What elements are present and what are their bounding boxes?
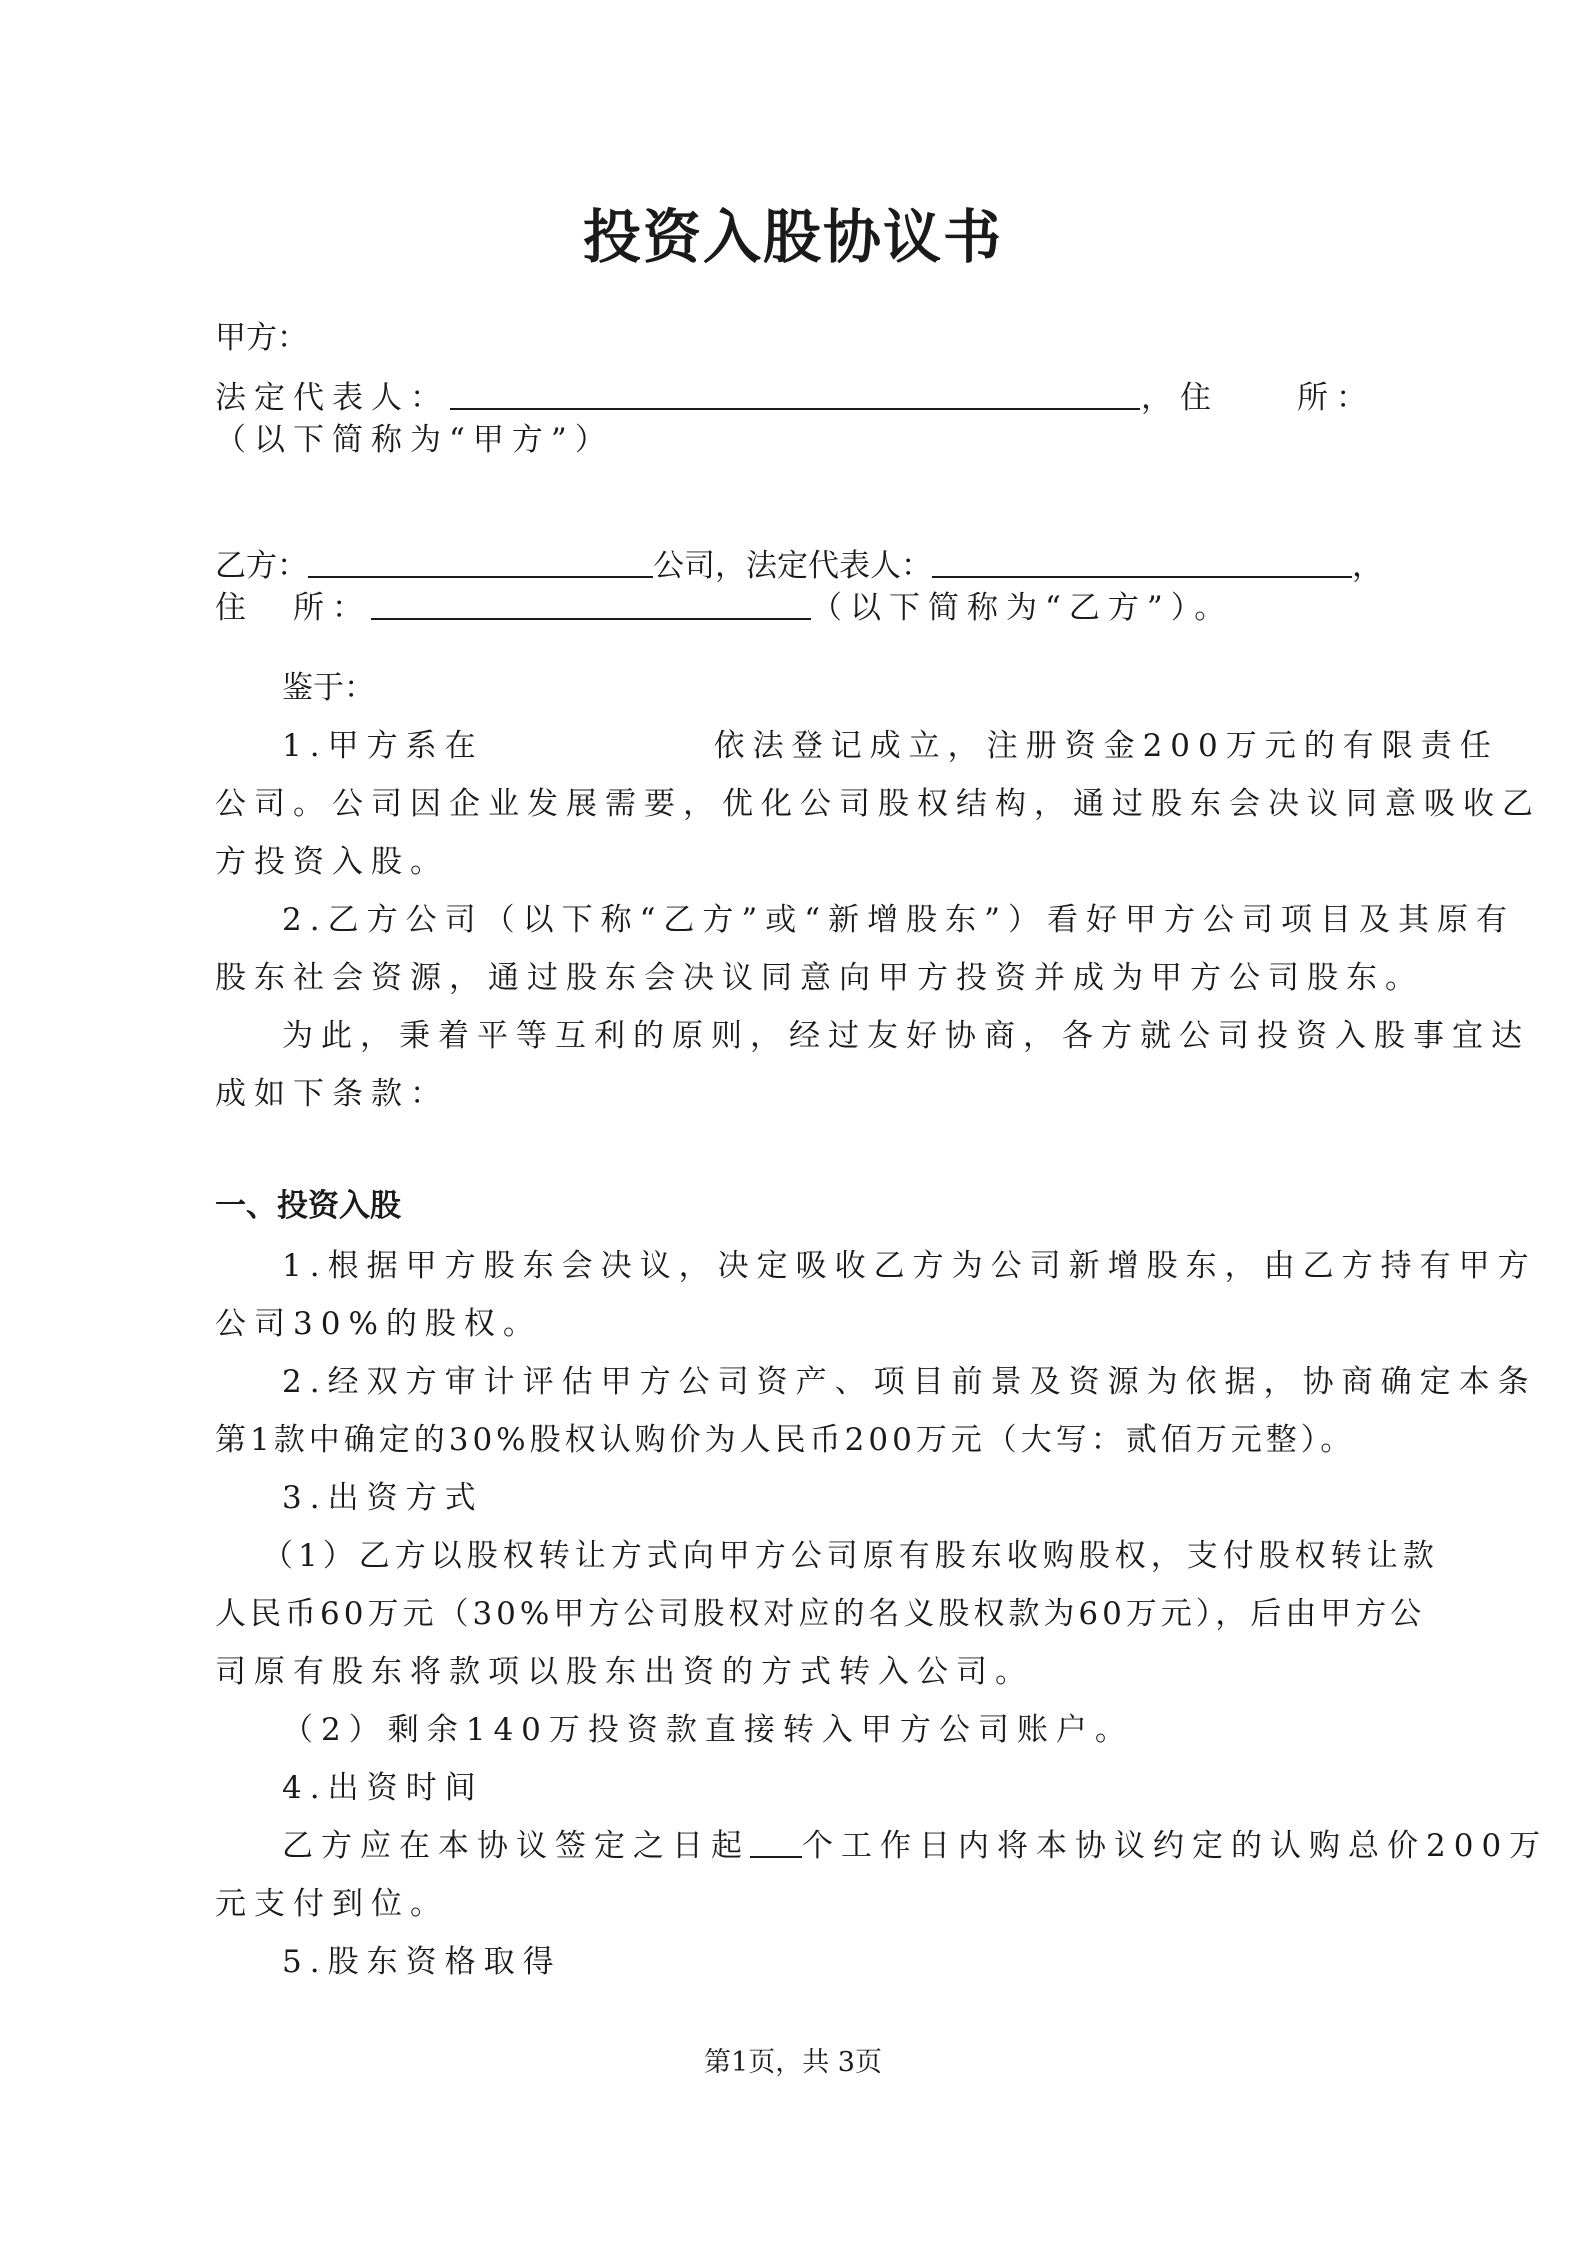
page-footer: 第1页，共 3页 (704, 2047, 882, 2078)
document-title: 投资入股协议书 (582, 203, 1003, 271)
clause2-line2: 第1款中确定的30%股权认购价为人民币200万元（大写：贰佰万元整）。 (215, 1422, 1356, 1458)
clause2-line1: 2.经双方审计评估甲方公司资产、项目前景及资源为依据，协商确定本条 (282, 1364, 1537, 1400)
preamble-p2-line1: 2.乙方公司（以下称“乙方”或“新增股东”）看好甲方公司项目及其原有 (282, 902, 1515, 938)
party-b-comma: ， (1352, 548, 1383, 584)
clause4-heading: 4.出资时间 (282, 1770, 484, 1806)
clause5-heading: 5.股东资格取得 (282, 1944, 562, 1980)
party-a-label: 甲方： (215, 320, 308, 356)
clause1-line2: 公司30%的股权。 (215, 1306, 542, 1342)
party-b-alias: （以下简称为“乙方”）。 (811, 590, 1234, 626)
clause4-a1: 乙方应在本协议签定之日起 (282, 1828, 750, 1864)
clause3-1-line3: 司原有股东将款项以股东出资的方式转入公司。 (215, 1654, 1034, 1690)
clause1-line1: 1.根据甲方股东会决议，决定吸收乙方为公司新增股东，由乙方持有甲方 (282, 1248, 1537, 1284)
party-b-addr-line (215, 588, 1375, 628)
clause4-a2: 个工作日内将本协议约定的认购总价200万 (802, 1828, 1549, 1864)
preamble-p1-line1 (282, 726, 1499, 766)
clause4-line1 (282, 1826, 1549, 1866)
section1-heading: 一、投资入股 (215, 1188, 401, 1224)
party-a-alias: （以下简称为“甲方”） (215, 422, 614, 458)
preamble-p1-line3: 方投资入股。 (215, 844, 449, 880)
clause4-line2: 元支付到位。 (215, 1886, 449, 1922)
party-b-addr-label: 住 所： (215, 590, 371, 626)
preamble-p1-b: 依法登记成立，注册资金200万元的有限责任 (713, 728, 1499, 764)
clause3-1-line2: 人民币60万元（30%甲方公司股权对应的名义股权款为60万元），后由甲方公 (215, 1596, 1426, 1632)
party-b-line (215, 546, 1383, 586)
preamble-p1-line2: 公司。公司因企业发展需要，优化公司股权结构，通过股东会决议同意吸收乙 (215, 786, 1541, 822)
party-a-rep-label: 法定代表人： (215, 380, 449, 416)
party-b-label: 乙方： (215, 548, 308, 584)
preamble-p3-line1: 为此，秉着平等互利的原则，经过友好协商，各方就公司投资入股事宜达 (282, 1018, 1530, 1054)
party-b-rep-blank (932, 546, 1352, 578)
preamble-p3-line2: 成如下条款： (215, 1076, 449, 1112)
party-b-company-blank (308, 546, 653, 578)
preamble-p1-a: 1.甲方系在 (282, 728, 484, 764)
clause3-2: （2）剩余140万投资款直接转入甲方公司账户。 (282, 1712, 1134, 1748)
clause3-heading: 3.出资方式 (282, 1480, 484, 1516)
clause4-days-blank (750, 1826, 802, 1858)
party-b-company: 公司，法定代表人： (653, 548, 932, 584)
party-b-addr-blank (371, 588, 811, 620)
party-a-rep-line (215, 378, 1375, 418)
preamble-p2-line2: 股东社会资源，通过股东会决议同意向甲方投资并成为甲方公司股东。 (215, 960, 1424, 996)
preamble-heading: 鉴于： (282, 670, 375, 706)
clause3-1-line1: （1）乙方以股权转让方式向甲方公司原有股东收购股权，支付股权转让款 (262, 1538, 1439, 1574)
party-a-rep-blank (450, 378, 1140, 410)
party-a-addr-label: ，住 所： (1141, 380, 1375, 416)
